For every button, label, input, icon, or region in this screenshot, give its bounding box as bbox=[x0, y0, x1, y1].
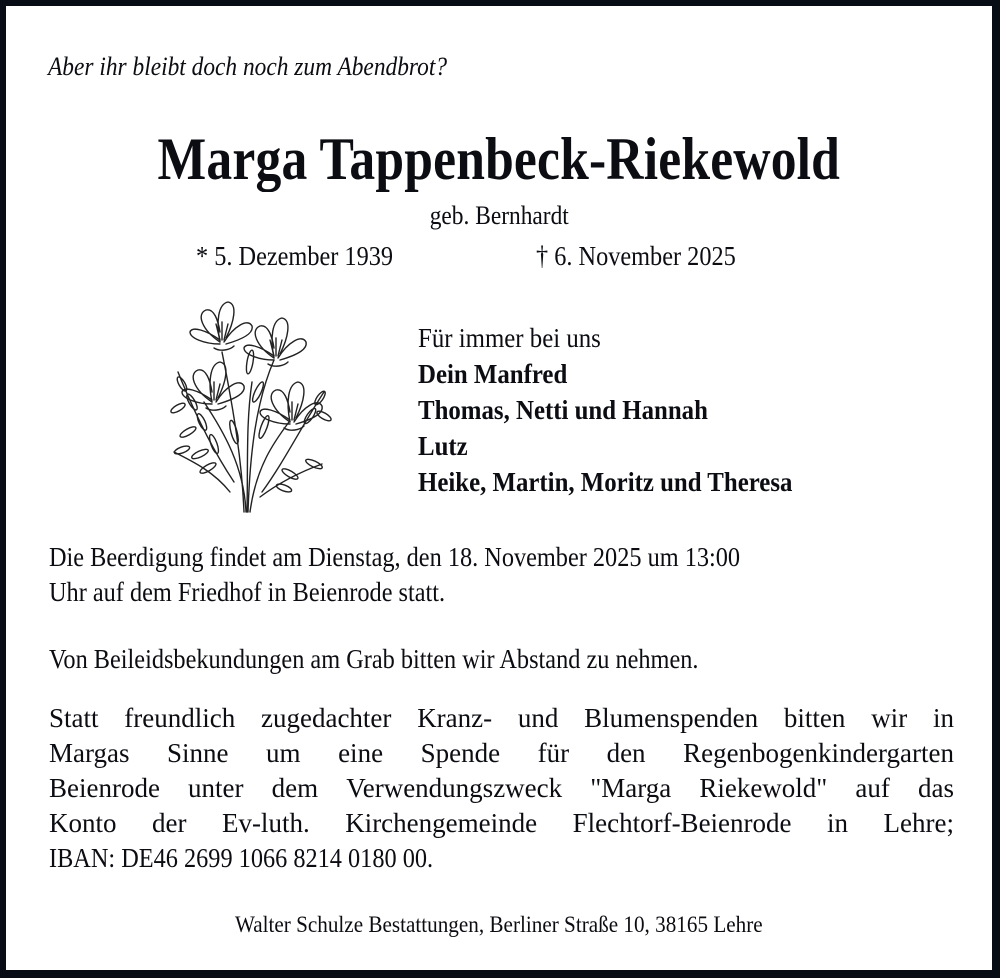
word: in bbox=[932, 703, 954, 733]
word: und bbox=[517, 703, 559, 733]
maiden-name: geb. Bernhardt bbox=[429, 201, 569, 230]
word: wir bbox=[871, 703, 908, 733]
word: für bbox=[537, 738, 570, 768]
family-signatures bbox=[418, 320, 825, 500]
donation-line bbox=[49, 806, 954, 841]
word: Blumenspenden bbox=[584, 703, 759, 733]
name-container bbox=[6, 126, 992, 192]
footer-container bbox=[6, 912, 992, 938]
word: Konto bbox=[49, 808, 117, 838]
word: Riekewold" bbox=[699, 773, 828, 803]
funeral-line: Uhr auf dem Friedhof in Beienrode statt. bbox=[49, 577, 446, 607]
word: dem bbox=[271, 773, 319, 803]
condolence-paragraph bbox=[49, 642, 954, 677]
word: Kirchengemeinde bbox=[345, 808, 538, 838]
maiden-name-container bbox=[6, 201, 992, 231]
word: unter bbox=[188, 773, 244, 803]
family-intro: Für immer bei uns bbox=[418, 323, 601, 353]
funeral-line: Die Beerdigung findet am Dienstag, den 18. November 2025 um 13:00 bbox=[49, 542, 741, 572]
word: freundlich bbox=[124, 703, 236, 733]
donation-line bbox=[49, 771, 954, 806]
word: Margas bbox=[49, 738, 130, 768]
word: den bbox=[606, 738, 646, 768]
death-date: † 6. November 2025 bbox=[536, 241, 736, 271]
motto-quote: Aber ihr bleibt doch noch zum Abendbrot? bbox=[48, 52, 448, 81]
birth-date: * 5. Dezember 1939 bbox=[196, 241, 394, 271]
condolence-line: Von Beileidsbekundungen am Grab bitten wir Abstand zu nehmen. bbox=[49, 644, 699, 674]
funeral-paragraph bbox=[49, 540, 954, 610]
word: in bbox=[827, 808, 849, 838]
word: Spende bbox=[420, 738, 501, 768]
word: um bbox=[266, 738, 301, 768]
donation-paragraph bbox=[49, 701, 954, 876]
mourner-line: Lutz bbox=[418, 431, 468, 461]
word: der bbox=[151, 808, 187, 838]
word: Regenbogenkindergarten bbox=[683, 738, 954, 768]
word: Lehre; bbox=[883, 808, 954, 838]
mourner-line: Heike, Martin, Moritz und Theresa bbox=[418, 467, 793, 497]
donation-line bbox=[49, 736, 954, 771]
word: bitten bbox=[783, 703, 846, 733]
flower-bouquet-icon bbox=[164, 292, 344, 516]
word: das bbox=[918, 773, 954, 803]
deceased-name: Marga Tappenbeck-Riekewold bbox=[157, 126, 841, 192]
word: Flechtorf-Beienrode bbox=[572, 808, 792, 838]
mourner-line: Thomas, Netti und Hannah bbox=[418, 395, 708, 425]
mourner-line: Dein Manfred bbox=[418, 359, 568, 389]
word: auf bbox=[855, 773, 890, 803]
word: "Marga bbox=[590, 773, 672, 803]
word: Sinne bbox=[167, 738, 229, 768]
word: Ev-luth. bbox=[221, 808, 310, 838]
word: Kranz- bbox=[417, 703, 493, 733]
donation-line bbox=[49, 701, 954, 736]
word: eine bbox=[338, 738, 384, 768]
obituary-notice bbox=[6, 6, 992, 970]
iban-line: IBAN: DE46 2699 1066 8214 0180 00. bbox=[49, 843, 434, 873]
word: Statt bbox=[49, 703, 99, 733]
funeral-home-info: Walter Schulze Bestattungen, Berliner Straße 10, 38165 Lehre bbox=[235, 912, 763, 937]
word: Verwendungszweck bbox=[346, 773, 563, 803]
word: zugedachter bbox=[261, 703, 392, 733]
word: Beienrode bbox=[49, 773, 160, 803]
